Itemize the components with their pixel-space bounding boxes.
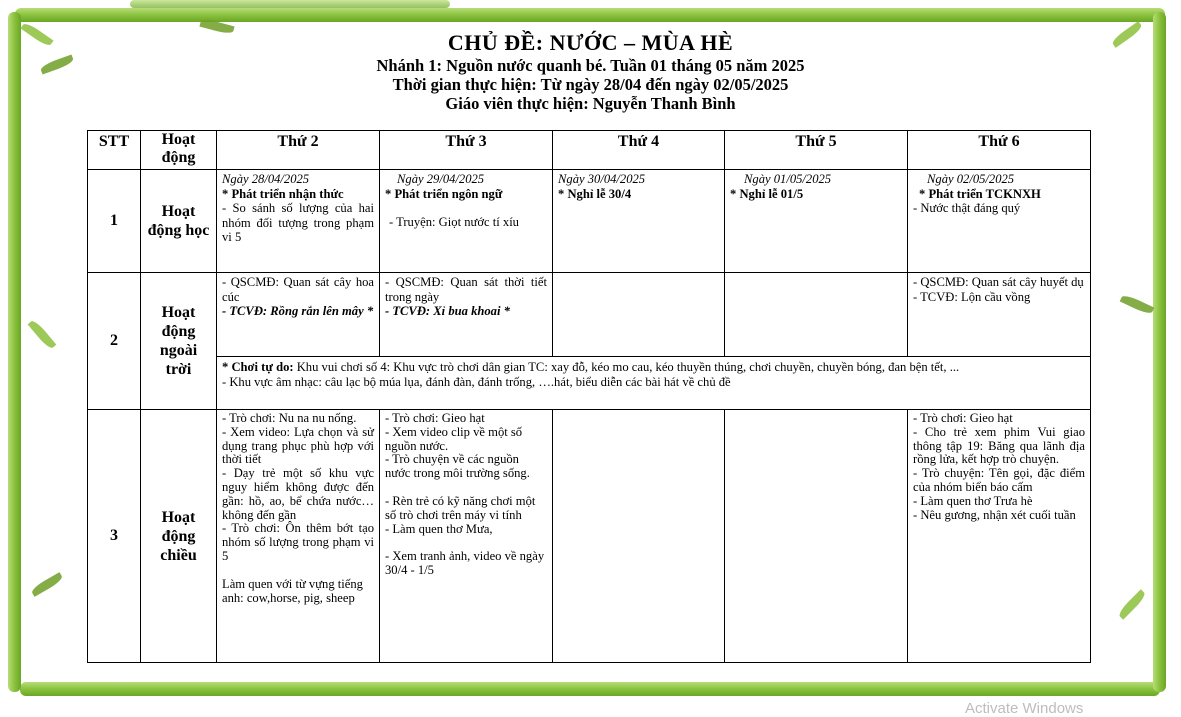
bamboo-top <box>15 8 1165 22</box>
bamboo-leaf <box>1117 589 1147 619</box>
afternoon-item: - Trò chơi: Gieo hạt <box>385 411 485 425</box>
afternoon-item: - Trò chuyện về các nguồn nước trong môi trường sống. <box>385 452 530 481</box>
lesson-text: - Nước thật đáng quý <box>913 201 1021 216</box>
cell-thu <box>725 410 908 663</box>
table-row <box>88 357 1091 410</box>
header-row <box>88 131 1091 170</box>
observe-text: - QSCMĐ: Quan sát cây huyết dụ <box>913 275 1084 289</box>
game-text: - TCVĐ: Xỉ bua khoai * <box>385 304 510 319</box>
col-header-fri: Thứ 6 <box>908 131 1091 170</box>
holiday-title: * Nghỉ lễ 30/4 <box>558 186 632 201</box>
cell-mon <box>217 170 380 273</box>
afternoon-item: - Làm quen thơ Trưa hè <box>913 493 1033 508</box>
bamboo-leaf <box>28 319 57 351</box>
cell-tue <box>380 410 553 663</box>
observe-text: - QSCMĐ: Quan sát thời tiết trong ngày <box>385 275 547 304</box>
cell-fri <box>908 410 1091 663</box>
afternoon-item: - Xem tranh ảnh, video về ngày 30/4 - 1/5 <box>385 549 545 578</box>
col-header-tue: Thứ 3 <box>380 131 553 170</box>
bamboo-leaf <box>30 572 64 597</box>
music-area-text: - Khu vực âm nhạc: câu lạc bộ múa lụa, đánh đàn, đánh trống, ….hát, biểu diễn các bài hát về chủ đề <box>222 374 731 389</box>
page-title: CHỦ ĐỀ: NƯỚC – MÙA HÈ <box>447 30 734 55</box>
afternoon-item: - Nêu gương, nhận xét cuối tuần <box>913 507 1076 522</box>
cell-mon <box>217 273 380 357</box>
branch-line: Nhánh 1: Nguồn nước quanh bé. Tuần 01 tháng 05 năm 2025 <box>376 56 805 75</box>
afternoon-item: - Trò chuyện: Tên gọi, đặc điểm của nhóm biển báo cấm <box>913 466 1085 494</box>
bamboo-right <box>1153 12 1166 692</box>
teacher-line: Giáo viên thực hiện: Nguyễn Thanh Bình <box>445 94 736 113</box>
observe-text: - QSCMĐ: Quan sát cây hoa cúc <box>222 275 374 304</box>
cell-thu <box>725 273 908 357</box>
cell-wed <box>553 170 725 273</box>
spacer <box>385 481 547 495</box>
cell-tue <box>380 273 553 357</box>
cell-mon <box>217 410 380 663</box>
time-line: Thời gian thực hiện: Từ ngày 28/04 đến ngày 02/05/2025 <box>392 75 789 94</box>
afternoon-item: - Trò chơi: Gieo hạt <box>913 411 1013 425</box>
afternoon-item: - Xem video clip về một số nguồn nước. <box>385 424 523 453</box>
free-play-label: * Chơi tự do: <box>222 360 294 374</box>
table-row <box>88 170 1091 273</box>
bamboo-top-upper <box>130 0 450 8</box>
row-number: 1 <box>88 170 141 273</box>
activate-windows-watermark: Activate Windows <box>965 700 1084 717</box>
bamboo-bottom <box>20 682 1160 696</box>
cell-fri <box>908 170 1091 273</box>
afternoon-item: - Cho trẻ xem phim Vui giao thông tập 19: Băng qua lãnh địa rồng lửa, kết hợp trò chuyện. <box>913 424 1085 467</box>
col-header-mon: Thứ 2 <box>217 131 380 170</box>
holiday-title: * Nghỉ lễ 01/5 <box>730 186 804 201</box>
activity-name: Hoạt động ngoài trời <box>141 273 217 410</box>
afternoon-item: - Xem video: Lựa chọn và sử dụng trang phục phù hợp với thời tiết <box>222 424 374 467</box>
afternoon-item: - Rèn trẻ có kỹ năng chơi một số trò chơi trên máy vi tính <box>385 493 536 522</box>
date-label: Ngày 30/04/2025 <box>558 172 646 186</box>
subject-title: * Phát triển ngôn ngữ <box>385 186 503 201</box>
spacer <box>385 536 547 550</box>
page-header <box>0 30 1181 113</box>
date-label: Ngày 02/05/2025 <box>927 172 1015 186</box>
row-number: 2 <box>88 273 141 410</box>
activity-name: Hoạt động chiều <box>141 410 217 663</box>
bamboo-left <box>8 12 21 692</box>
spacer <box>222 564 374 578</box>
afternoon-item: - Trò chơi: Ôn thêm bớt tạo nhóm số lượng trong phạm vi 5 <box>222 521 374 563</box>
date-label: Ngày 28/04/2025 <box>222 172 310 186</box>
weekly-plan-table <box>87 130 1091 663</box>
cell-thu <box>725 170 908 273</box>
row-number: 3 <box>88 410 141 663</box>
lesson-text: - So sánh số lượng của hai nhóm đối tượng trong phạm vi 5 <box>222 201 374 245</box>
afternoon-item: - Làm quen thơ Mưa, <box>385 521 493 536</box>
col-header-thu: Thứ 5 <box>725 131 908 170</box>
col-header-wed: Thứ 4 <box>553 131 725 170</box>
lesson-text: - Truyện: Giọt nước tí xíu <box>389 215 519 230</box>
afternoon-item: - Dạy trẻ một số khu vực nguy hiểm không được đến gần: hồ, ao, bể chứa nước…không đến gần <box>222 466 374 522</box>
cell-wed <box>553 410 725 663</box>
free-play-desc: Khu vui chơi số 4: Khu vực trò chơi dân gian TC: xay đỗ, kéo mo cau, kéo thuyền thúng, chơi chuyền, chuyền bóng, đan bện tết, ... <box>293 360 960 374</box>
table-row <box>88 410 1091 663</box>
subject-title: * Phát triển TCKNXH <box>919 186 1041 201</box>
cell-wed <box>553 273 725 357</box>
game-text: - TCVĐ: Lộn cầu vồng <box>913 289 1031 304</box>
bamboo-leaf <box>1120 293 1155 316</box>
table-row <box>88 273 1091 357</box>
activity-name: Hoạt động học <box>141 170 217 273</box>
subject-title: * Phát triển nhận thức <box>222 186 344 201</box>
date-label: Ngày 01/05/2025 <box>744 172 832 186</box>
cell-free-play <box>217 357 1091 410</box>
cell-tue <box>380 170 553 273</box>
col-header-activity: Hoạt động <box>141 131 217 170</box>
afternoon-item: - Trò chơi: Nu na nu nống. <box>222 411 357 425</box>
free-play-text <box>222 360 1085 375</box>
date-label: Ngày 29/04/2025 <box>397 172 485 186</box>
afternoon-item: Làm quen với từ vựng tiếng anh: cow,horse, pig, sheep <box>222 576 363 605</box>
cell-fri <box>908 273 1091 357</box>
game-text: - TCVĐ: Rồng rắn lên mây * <box>222 304 374 319</box>
col-header-stt: STT <box>88 131 141 170</box>
